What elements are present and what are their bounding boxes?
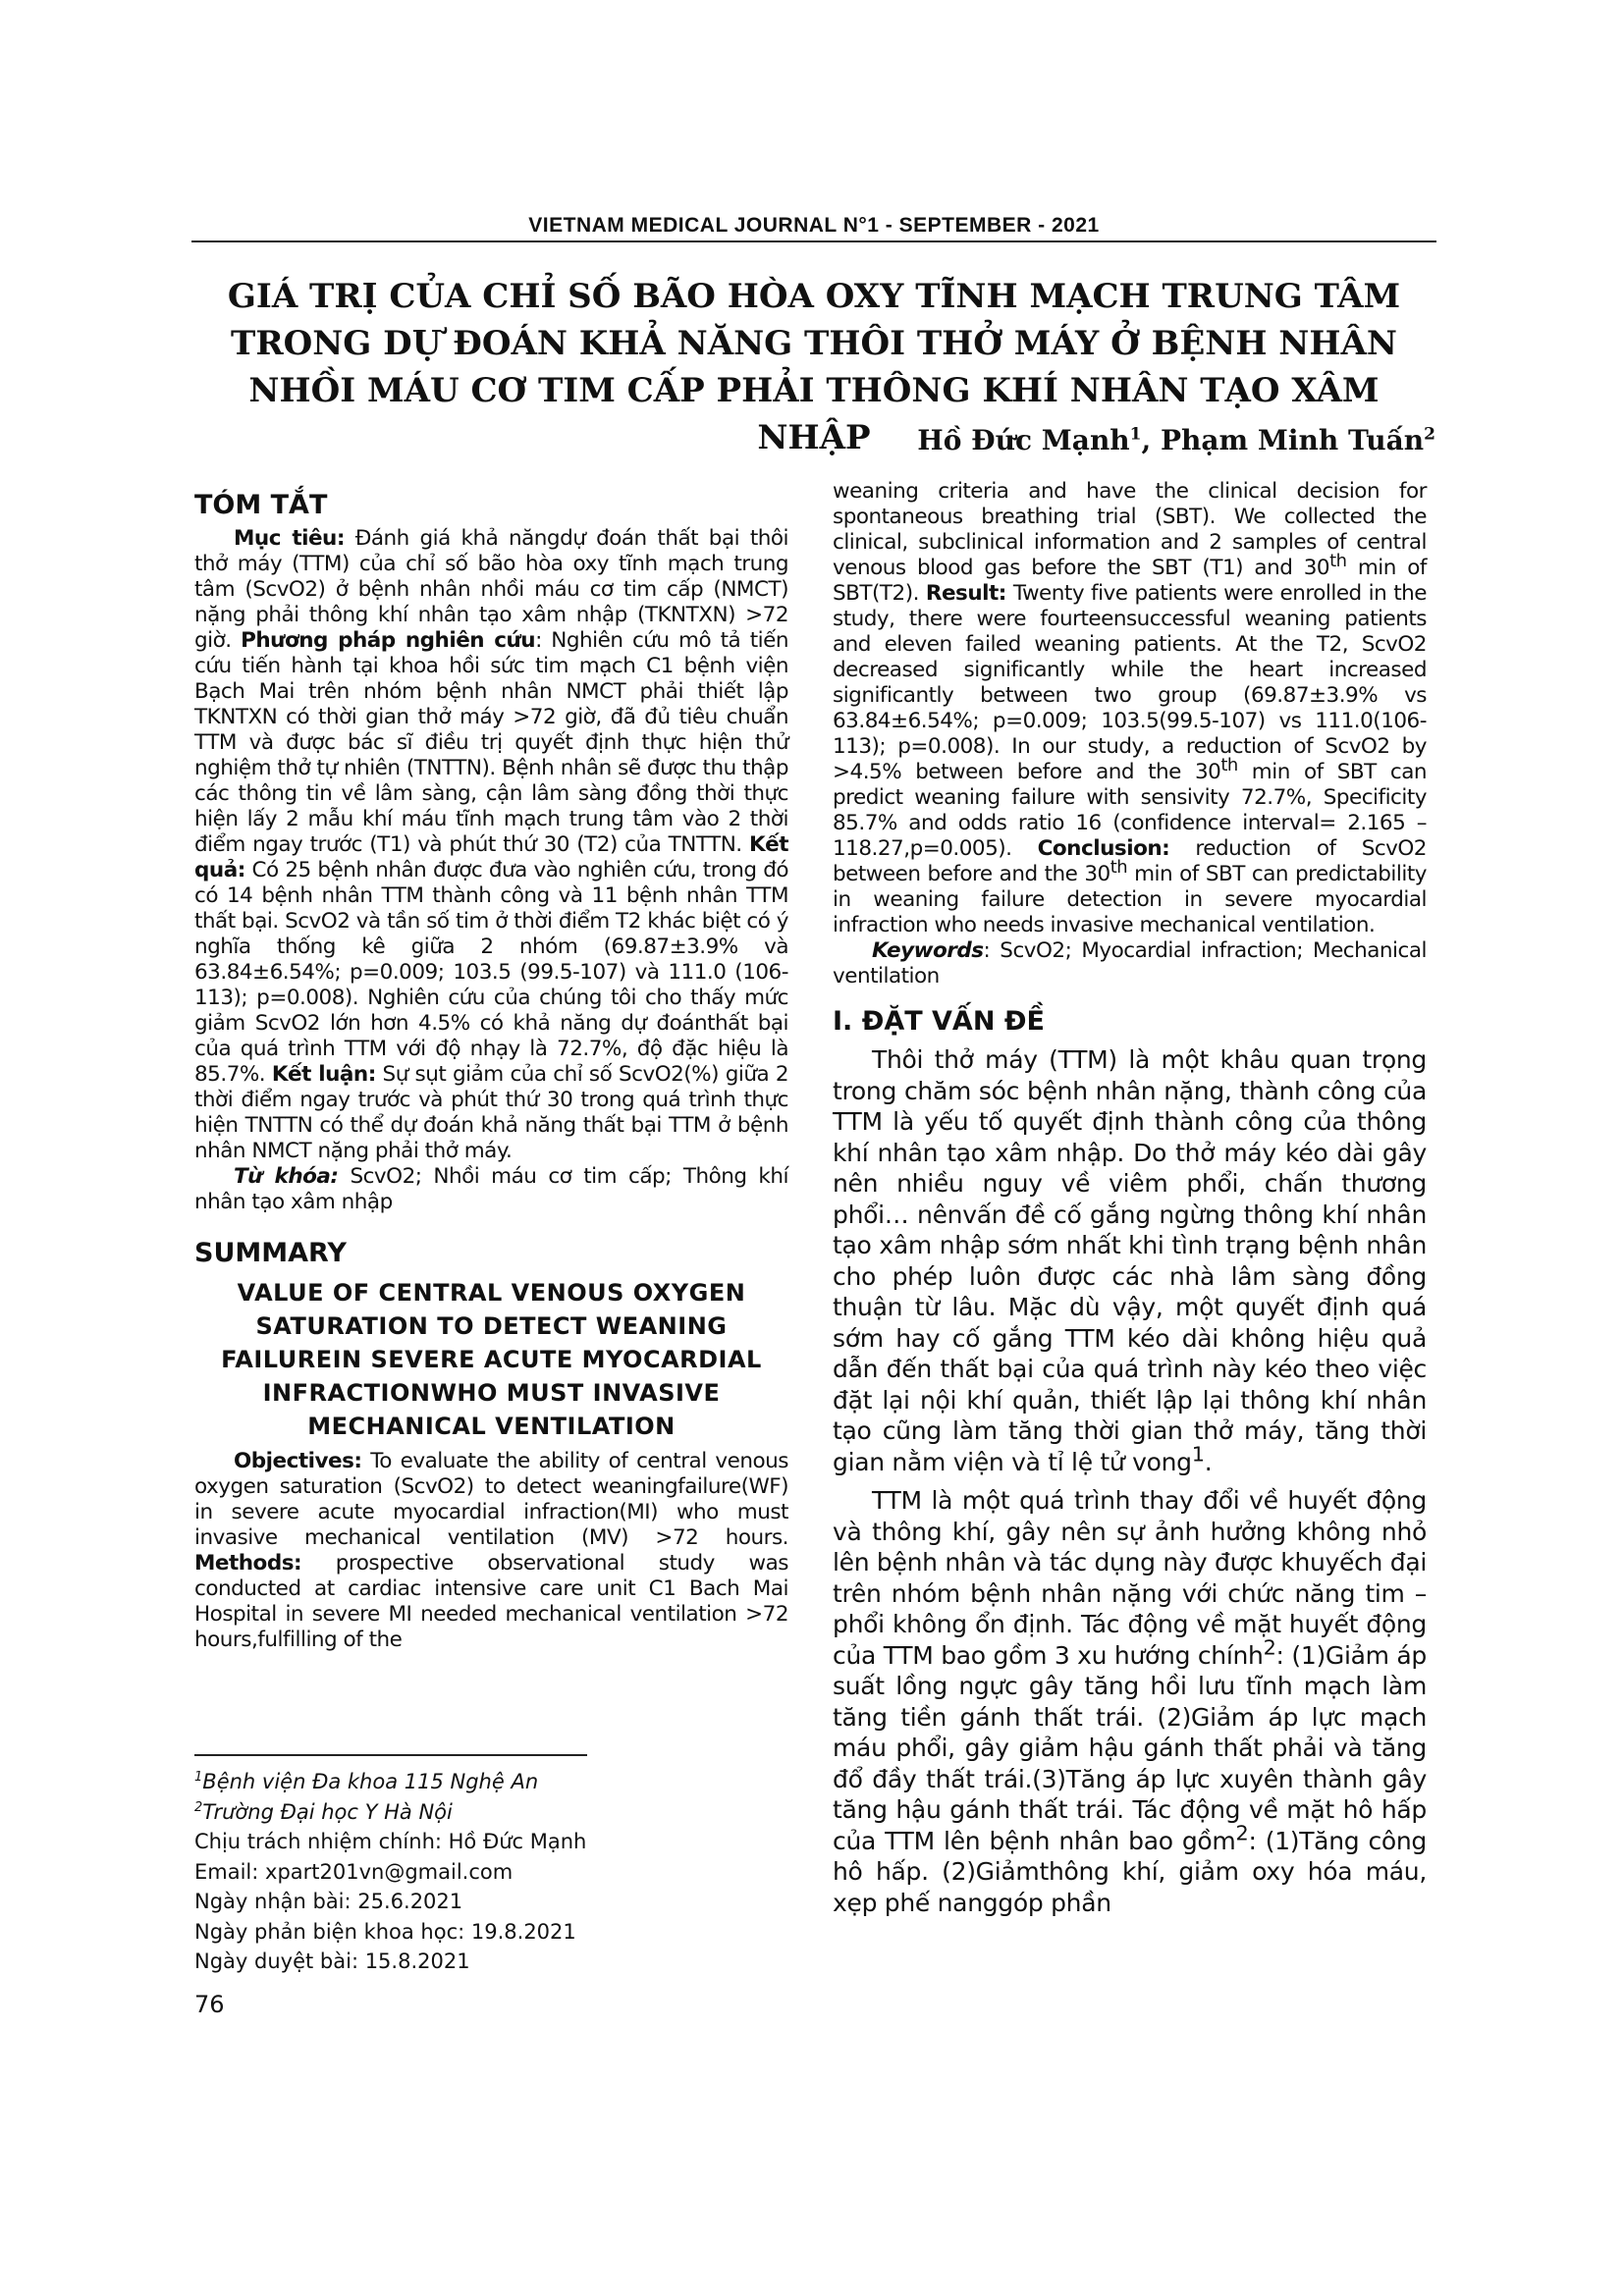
conclusion-text-b: min of SBT can predictability in weaning failure detection in severe myocardial infraction who needs invasive mechanical ventilation.	[833, 862, 1427, 937]
phuong-phap-text: : Nghiên cứu mô tả tiến cứu tiến hành tại khoa hồi sức tim mạch C1 bệnh viện Bạch Mai trên nhóm bệnh nhân NMCT phải thiết lập TKNTXN có thời gian thở máy >72 giờ, đã đủ tiêu chuẩn TTM và được bác sĩ điều trị quyết định thực hiện thử nghiệm thở tự nhiên (TNTTN). Bệnh nhân sẽ được thu thập các thông tin về lâm sàng, cận lâm sàng đồng thời thực hiện lấy 2 mẫu khí máu tĩnh mạch trung tâm vào 2 thời điểm ngay trước (T1) và phút thứ 30 (T2) của TNTTN.	[194, 628, 788, 857]
title-line-1: GIÁ TRỊ CỦA CHỈ SỐ BÃO HÒA OXY TĨNH MẠCH TRUNG TÂM	[227, 277, 1401, 316]
objectives-label: Objectives:	[234, 1449, 362, 1473]
left-column	[194, 489, 788, 1653]
footnote-rule	[194, 1754, 587, 1756]
page-number: 76	[194, 1991, 225, 2018]
keywords-text: : ScvO2; Myocardial infraction; Mechanical ventilation	[833, 938, 1427, 988]
authors	[917, 424, 1435, 456]
footnote-affil-2	[194, 1797, 788, 1828]
keywords-label: Keywords	[872, 938, 984, 963]
title-line-2: TRONG DỰ ĐOÁN KHẢ NĂNG THÔI THỞ MÁY Ở BỆNH NHÂN	[231, 324, 1397, 363]
footnote-1-text: Bệnh viện Đa khoa 115 Nghệ An	[202, 1770, 539, 1793]
footnote-received: Ngày nhận bài: 25.6.2021	[194, 1890, 463, 1913]
footnote-2-mark: 2	[194, 1799, 203, 1815]
right-column	[833, 479, 1427, 1926]
footnotes	[194, 1767, 788, 1977]
conclusion-label: Conclusion:	[1037, 836, 1170, 861]
footnote-reviewed: Ngày phản biện khoa học: 19.8.2021	[194, 1919, 576, 1944]
intro-paragraph-2	[833, 1485, 1427, 1918]
ket-luan-text: Sự sụt giảm của chỉ số ScvO2(%) giữa 2 thời điểm ngay trước và phút thứ 30 trong quá trình thực hiện TNTTN có thể dự đoán khả năng thất bại TTM ở bệnh nhân NMCT nặng phải thở máy.	[194, 1062, 789, 1163]
ket-luan-label: Kết luận:	[271, 1062, 376, 1087]
summary-heading: SUMMARY	[194, 1238, 347, 1268]
summary-body-right	[833, 479, 1427, 938]
footnote-corresponding: Chịu trách nhiệm chính: Hồ Đức Mạnh	[194, 1830, 587, 1853]
footnote-1-mark: 1	[194, 1770, 203, 1785]
methods-label: Methods:	[194, 1551, 302, 1575]
abstract-vi-body	[194, 526, 788, 1164]
result-label: Result:	[925, 581, 1006, 606]
summary-body-left	[194, 1449, 788, 1653]
ket-qua-text: Có 25 bệnh nhân được đưa vào nghiên cứu, trong đó có 14 bệnh nhân TTM thành công và 11 bệnh nhân TTM thất bại. ScvO2 và tần số tim ở thời điểm T2 khác biệt có ý nghĩa thống kê giữa 2 nhóm (69.87±3.9% và 63.84±6.54%; p=0.009; 103.5 (99.5-107) và 111.0 (106-113); p=0.008). Nghiên cứu của chúng tôi cho thấy mức giảm ScvO2 lớn hơn 4.5% có khả năng dự đoánthất bại của quá trình TTM với độ nhạy là 72.7%, độ đặc hiệu là 85.7%.	[194, 858, 788, 1087]
intro-p1-ref: 1	[1191, 1442, 1205, 1467]
author-separator: ,	[1141, 424, 1161, 456]
intro-p2-ref-1: 2	[1263, 1635, 1276, 1660]
footnote-email: Email: xpart201vn@gmail.com	[194, 1859, 514, 1884]
footnote-affil-1	[194, 1767, 788, 1797]
footnote-2-text: Trường Đại học Y Hà Nội	[202, 1799, 453, 1824]
ket-qua-label: Kết quả:	[194, 832, 788, 882]
methods-text-left: prospective observational study was conducted at cardiac intensive care unit C1 Bach Mai Hospital in severe MI needed mechanical ventilation >72 hours,fulfilling of the	[194, 1551, 788, 1652]
intro-p1-end: .	[1204, 1447, 1213, 1476]
keywords	[833, 938, 1427, 989]
result-text-b: min of SBT can predict weaning failure with sensivity 72.7%, Specificity 85.7% and odds ratio 16 (confidence interval= 2.165 – 118.27,p=0.005).	[833, 760, 1427, 861]
muc-tieu-text: Đánh giá khả năngdự đoán thất bại thôi thở máy (TTM) của chỉ số bão hòa oxy tĩnh mạch trung tâm (ScvO2) ở bệnh nhân nhồi máu cơ tim cấp (NMCT) nặng phải thông khí nhân tạo xâm nhập (TKNTXN) >72 giờ.	[194, 526, 788, 653]
intro-paragraph-1	[833, 1044, 1427, 1477]
intro-p2-ref-2: 2	[1235, 1821, 1249, 1845]
intro-p2-text-b: : (1)Giảm áp suất lồng ngực gây tăng hồi lưu tĩnh mạch làm tăng tiền gánh thất trái. (2)Giảm áp lực mạch máu phổi, gây giảm hậu gánh thất phải và tăng đổ đầy thất trái.(3)Tăng áp lực xuyên thành gây tăng hậu gánh thất trái. Tác động về mặt hô hấp của TTM lên bệnh nhân bao gồm	[833, 1640, 1427, 1855]
phuong-phap-label: Phương pháp nghiên cứu	[241, 628, 536, 653]
conclusion-text-a: reduction of ScvO2 between before and the 30	[833, 836, 1427, 886]
intro-body	[833, 1044, 1427, 1918]
journal-header: VIETNAM MEDICAL JOURNAL N°1 - SEPTEMBER - 2021	[528, 214, 1100, 237]
title-line-3: NHỒI MÁU CƠ TIM CẤP PHẢI THÔNG KHÍ NHÂN TẠO XÂM NHẬP	[248, 371, 1380, 457]
author-1-affil: 1	[1129, 424, 1142, 445]
author-2-affil: 2	[1424, 424, 1435, 445]
summary-title: VALUE OF CENTRAL VENOUS OXYGEN SATURATION TO DETECT WEANING FAILUREIN SEVERE ACUTE MYOCARDIAL INFRACTIONWHO MUST INVASIVE MECHANICAL VENTILATION	[221, 1279, 762, 1440]
sup-th-2: th	[1220, 754, 1238, 775]
author-1: Hồ Đức Mạnh	[917, 424, 1130, 456]
footnote-accepted: Ngày duyệt bài: 15.8.2021	[194, 1949, 470, 1973]
objectives-text: To evaluate the ability of central venous oxygen saturation (ScvO2) to detect weaningfailure(WF) in severe acute myocardial infraction(MI) who must invasive mechanical ventilation (MV) >72 hours.	[194, 1449, 788, 1550]
methods-text-right-b: min of SBT(T2).	[833, 556, 1427, 606]
result-text-a: Twenty five patients were enrolled in the study, there were fourteensuccessful weaning patients and eleven failed weaning patients. At the T2, ScvO2 decreased significantly while the heart increased significantly between two group (69.87±3.9% vs 63.84±6.54%; p=0.009; 103.5(99.5-107) vs 111.0(106-113); p=0.008). In our study, a reduction of ScvO2 by >4.5% between before and the 30	[833, 581, 1427, 784]
abstract-vi-heading: TÓM TẮT	[194, 490, 328, 520]
sup-th-3: th	[1110, 856, 1128, 878]
author-2: Phạm Minh Tuấn	[1161, 424, 1425, 456]
tu-khoa-text: ScvO2; Nhồi máu cơ tim cấp; Thông khí nhân tạo xâm nhập	[194, 1164, 788, 1214]
intro-p2-text-c: : (1)Tăng công hô hấp. (2)Giảmthông khí, giảm oxy hóa máu, xẹp phế nanggóp phần	[833, 1826, 1428, 1917]
tu-khoa-label: Từ khóa:	[234, 1164, 339, 1189]
tu-khoa	[194, 1164, 788, 1215]
methods-text-right-a: weaning criteria and have the clinical decision for spontaneous breathing trial (SBT). We collected the clinical, subclinical information and 2 samples of central venous blood gas before the SBT (T1) and 30	[833, 479, 1427, 580]
muc-tieu-label: Mục tiêu:	[234, 526, 345, 551]
intro-p1-text: Thôi thở máy (TTM) là một khâu quan trọng trong chăm sóc bệnh nhân nặng, thành công của TTM là yếu tố quyết định thành công của thông khí nhân tạo xâm nhập. Do thở máy kéo dài gây nên nhiều nguy về viêm phổi, chấn thương phổi… nênvấn đề cố gắng ngừng thông khí nhân tạo xâm nhập sớm nhất khi tình trạng bệnh nhân cho phép luôn được các nhà lâm sàng đồng thuận từ lâu. Mặc dù vậy, một quyết định quá sớm hay cố gắng TTM kéo dài không hiệu quả dẫn đến thất bại của quá trình này kéo theo việc đặt lại nội khí quản, thiết lập lại thông khí nhân tạo cũng làm tăng thời gian thở máy, tăng thời gian nằm viện và tỉ lệ tử vong	[833, 1045, 1427, 1476]
intro-heading: I. ĐẶT VẤN ĐỀ	[833, 1006, 1045, 1037]
intro-p2-text-a: TTM là một quá trình thay đổi về huyết động và thông khí, gây nên sự ảnh hưởng không nhỏ lên bệnh nhân và tác dụng này được khuyếch đại trên nhóm bệnh nhân nặng với chức năng tim – phổi không ổn định. Tác động về mặt huyết động của TTM bao gồm 3 xu hướng chính	[833, 1486, 1427, 1670]
sup-th-1: th	[1329, 550, 1347, 571]
header-rule	[191, 240, 1436, 242]
